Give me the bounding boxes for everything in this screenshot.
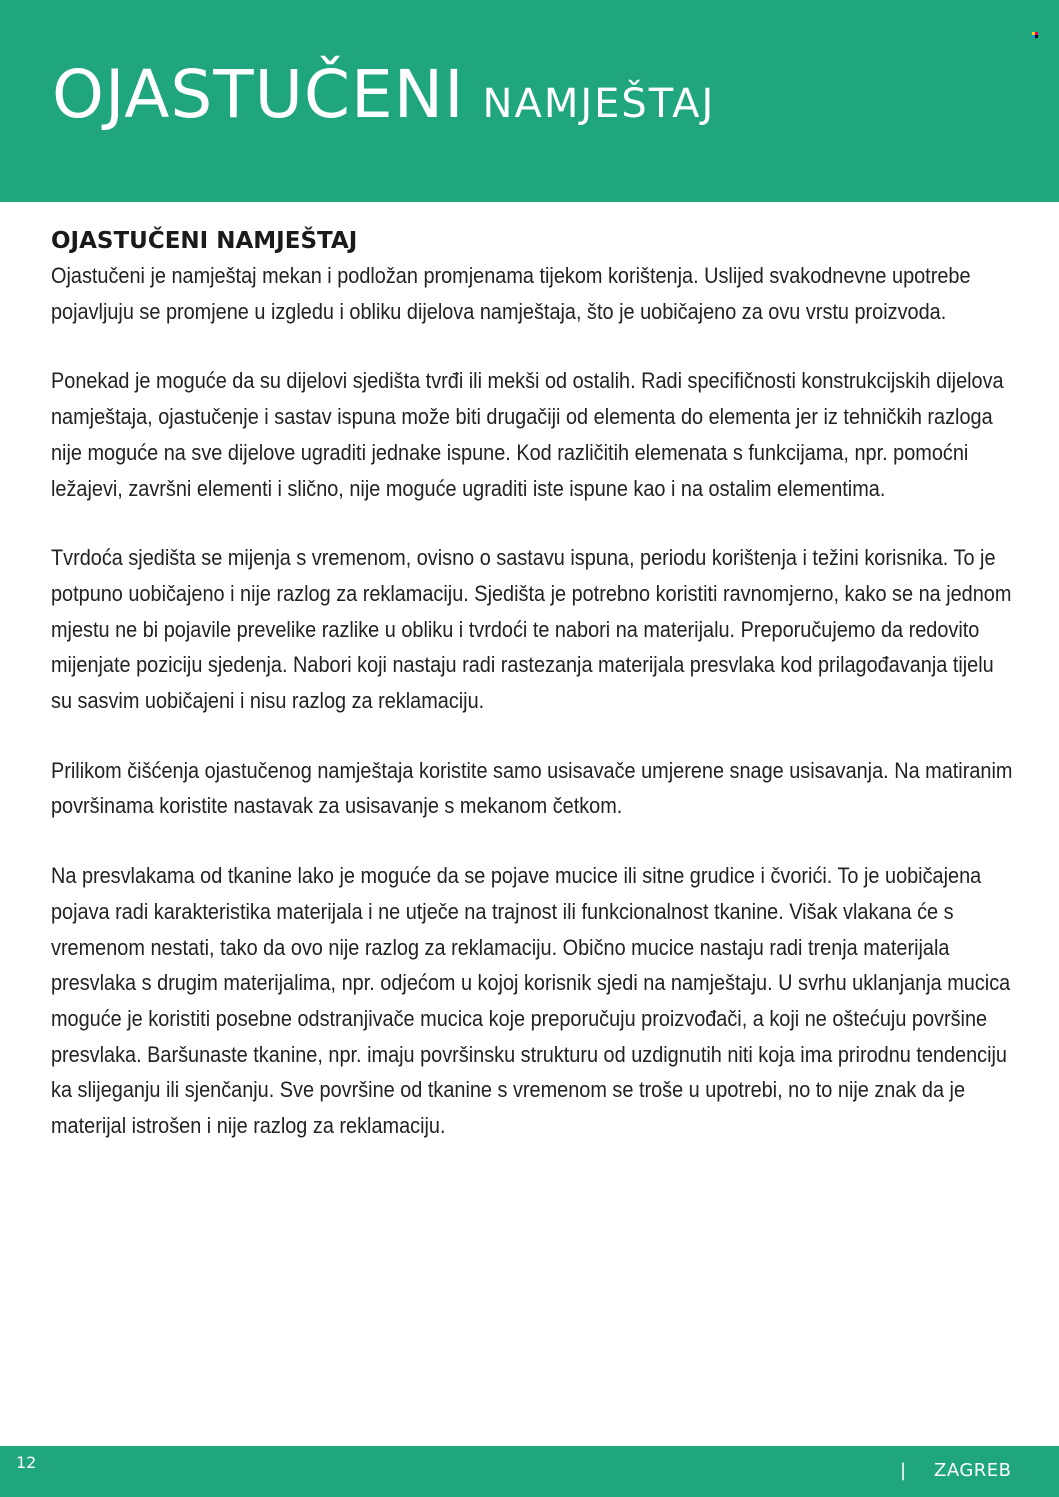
registration-mark-icon bbox=[1032, 32, 1038, 38]
paragraph: Na presvlakama od tkanine lako je moguće da se pojave mucice ili sitne grudice i čvorići. To je uobičajena pojava radi karakteristika materijala i ne utječe na trajnost ili funkcionalnost tkanine. Višak vlakana će s vremenom nestati, tako da ovo nije razlog za reklamaciju. Obično mucice nastaju radi trenja materijala presvlaka s drugim materijalima, npr. odjećom u kojoj korisnik sjedi na namještaju. U svrhu uklanjanja mucica moguće je koristiti posebne odstranjivače mucica koje preporučuju proizvođači, a koji ne oštećuju površine presvlaka. Baršunaste tkanine, npr. imaju površinsku strukturu od uzdignutih niti koja ima prirodnu tendenciju ka slijeganju ili sjenčanju. Sve površine od tkanine s vremenom se troše u upotrebi, no to nije znak da je materijal istrošen i nije razlog za reklamaciju. bbox=[51, 863, 1011, 1139]
page-title bbox=[52, 56, 716, 133]
footer-city: ZAGREB bbox=[934, 1460, 1012, 1481]
section-heading: OJASTUČENI NAMJEŠTAJ bbox=[51, 228, 358, 254]
paragraph: Ojastučeni je namještaj mekan i podložan promjenama tijekom korištenja. Uslijed svakodnevne upotrebe pojavljuju se promjene u izgledu i obliku dijelova namještaja, što je uobičajeno za ovu vrstu proizvoda. bbox=[51, 263, 971, 324]
page-number: 12 bbox=[16, 1453, 37, 1472]
footer-separator: | bbox=[900, 1460, 907, 1481]
paragraph: Ponekad je moguće da su dijelovi sjedišta tvrđi ili mekši od ostalih. Radi specifičnosti konstrukcijskih dijelova namještaja, ojastučenje i sastav ispuna može biti drugačiji od elementa do elementa jer iz tehničkih razloga nije moguće na sve dijelove ugraditi jednake ispune. Kod različitih elemenata s funkcijama, npr. pomoćni ležajevi, završni elementi i slično, nije moguće ugraditi iste ispune kao i na ostalim elementima. bbox=[51, 368, 1004, 501]
main-content bbox=[51, 224, 1021, 1178]
paragraph: Prilikom čišćenja ojastučenog namještaja koristite samo usisavače umjerene snage usisavanja. Na matiranim površinama koristite nastavak za usisavanje s mekanom četkom. bbox=[51, 757, 1013, 819]
page-title-main: OJASTUČENI bbox=[52, 56, 465, 133]
page-title-sub: NAMJEŠTAJ bbox=[482, 81, 716, 127]
paragraph: Tvrdoća sjedišta se mijenja s vremenom, ovisno o sastavu ispuna, periodu korištenja i težini korisnika. To je potpuno uobičajeno i nije razlog za reklamaciju. Sjedišta je potrebno koristiti ravnomjerno, kako se na jednom mjestu ne bi pojavile prevelike razlike u obliku i tvrdoći te nabori na materijalu. Preporučujemo da redovito mijenjate poziciju sjedenja. Nabori koji nastaju radi rastezanja materijala presvlaka kod prilagođavanja tijelu su sasvim uobičajeni i nisu razlog za reklamaciju. bbox=[51, 545, 1012, 714]
